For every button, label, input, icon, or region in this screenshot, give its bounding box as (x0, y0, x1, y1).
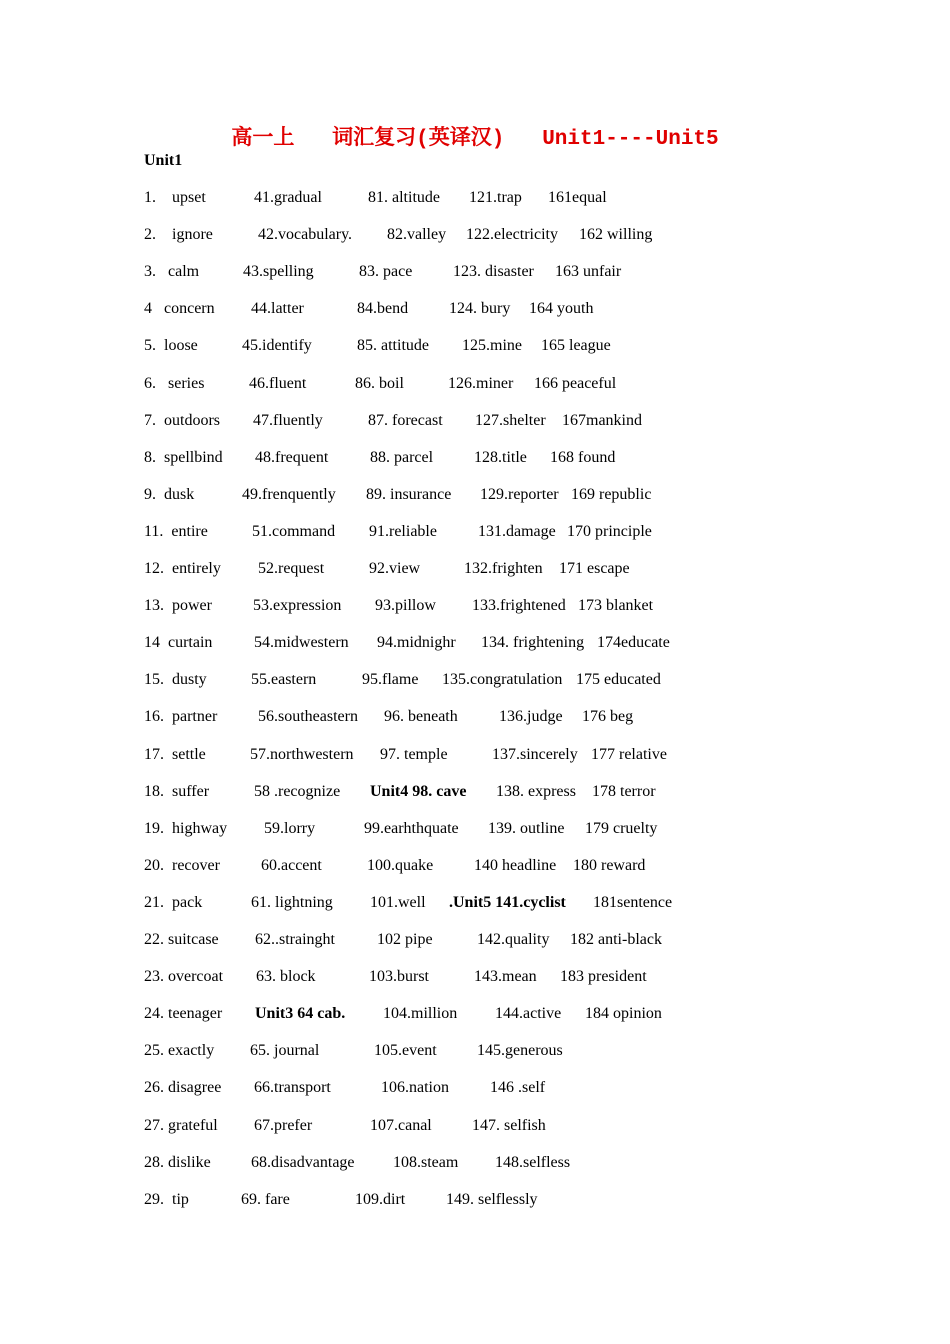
vocab-entry: 1. upset (144, 189, 206, 206)
vocab-entry: Unit3 64 cab. (255, 1005, 346, 1023)
vocab-entry: 24. teenager (144, 1005, 223, 1023)
vocab-entry: 28. dislike (144, 1153, 211, 1171)
vocab-entry: 51.command (252, 522, 336, 540)
vocab-entry: 173 blanket (578, 597, 654, 615)
vocab-entry: 8. spellbind (144, 448, 223, 466)
vocab-entry: 16. partner (144, 708, 218, 726)
vocab-entry: 96. beneath (384, 708, 458, 726)
vocab-entry: 174educate (597, 634, 670, 652)
vocab-entry: 89. insurance (366, 485, 452, 503)
vocab-entry: 107.canal (370, 1116, 432, 1134)
vocab-entry: 68.disadvantage (251, 1153, 355, 1171)
vocab-row (0, 1117, 950, 1139)
vocab-row (0, 746, 950, 768)
vocab-row (0, 1154, 950, 1176)
vocab-entry: 15. dusty (144, 671, 207, 689)
vocab-entry: 49.frenquently (242, 485, 336, 503)
vocab-row (0, 337, 950, 359)
vocab-row (0, 226, 950, 248)
vocab-entry: 109.dirt (355, 1190, 406, 1208)
vocab-entry: 21. pack (144, 893, 203, 911)
vocab-entry: 100.quake (367, 856, 434, 874)
vocab-entry: 62..strainght (255, 931, 335, 948)
vocab-row (0, 968, 950, 990)
vocab-entry: 176 beg (582, 708, 634, 726)
vocab-entry: 179 cruelty (585, 819, 658, 837)
vocab-row (0, 1191, 950, 1213)
vocab-entry: 55.eastern (251, 671, 317, 689)
vocab-entry: 161equal (548, 189, 607, 206)
vocab-entry: 82.valley (387, 226, 447, 244)
vocab-entry: 170 principle (567, 522, 652, 540)
vocab-entry: 27. grateful (144, 1116, 218, 1134)
vocab-row (0, 1079, 950, 1101)
vocab-row (0, 931, 950, 953)
vocab-entry: 175 educated (576, 671, 661, 689)
vocab-entry: 23. overcoat (144, 968, 224, 986)
vocab-entry: 149. selflessly (446, 1190, 538, 1208)
vocab-entry: .Unit5 141.cyclist (449, 893, 566, 911)
vocab-entry: 132.frighten (464, 560, 543, 577)
vocab-entry: 58 .recognize (254, 782, 341, 800)
vocab-entry: 81. altitude (368, 189, 440, 206)
vocab-entry: 167mankind (562, 411, 642, 429)
vocab-entry: 127.shelter (475, 411, 546, 429)
vocab-entry: 126.miner (448, 374, 514, 392)
vocab-entry: 147. selfish (472, 1116, 546, 1134)
vocab-entry: 57.northwestern (250, 745, 354, 763)
page-title: 高一上 词汇复习(英译汉) Unit1----Unit5 (231, 128, 719, 151)
vocab-entry: 140 headline (474, 856, 557, 874)
vocab-entry: 178 terror (592, 782, 656, 800)
vocab-entry: 19. highway (144, 819, 228, 837)
vocab-entry: 14 curtain (144, 634, 213, 652)
vocab-entry: 11. entire (144, 522, 208, 540)
vocab-entry: 177 relative (591, 745, 667, 763)
vocab-row (0, 375, 950, 397)
vocab-entry: 146 .self (490, 1079, 546, 1097)
vocab-entry: 86. boil (355, 374, 404, 392)
vocab-entry: 162 willing (579, 226, 653, 244)
vocab-entry: 166 peaceful (534, 374, 617, 392)
vocab-row (0, 300, 950, 322)
vocab-row (0, 708, 950, 730)
vocab-entry: 123. disaster (453, 263, 534, 281)
vocab-row (0, 820, 950, 842)
vocab-entry: 42.vocabulary. (258, 226, 353, 244)
vocab-entry: 18. suffer (144, 782, 210, 800)
vocab-entry: 184 opinion (585, 1005, 662, 1023)
vocab-row (0, 560, 950, 582)
vocab-entry: 43.spelling (243, 263, 314, 281)
vocab-entry: 108.steam (393, 1153, 459, 1171)
vocab-entry: 65. journal (250, 1042, 320, 1060)
vocab-entry: 94.midnighr (377, 634, 456, 652)
vocab-entry: 54.midwestern (254, 634, 349, 652)
vocab-entry: 63. block (256, 968, 316, 986)
vocab-entry: 106.nation (381, 1079, 449, 1097)
vocab-row (0, 597, 950, 619)
vocab-entry: 163 unfair (555, 263, 622, 281)
vocab-entry: 137.sincerely (492, 745, 578, 763)
vocab-entry: 95.flame (362, 671, 419, 689)
vocab-entry: 41.gradual (254, 189, 322, 206)
vocab-entry: 133.frightened (472, 597, 566, 615)
vocab-entry: 9. dusk (144, 485, 195, 503)
vocab-entry: 44.latter (251, 300, 304, 318)
vocab-entry: 138. express (496, 782, 576, 800)
vocab-entry: 182 anti-black (570, 931, 662, 948)
vocab-entry: 101.well (370, 893, 426, 911)
vocab-entry: 26. disagree (144, 1079, 222, 1097)
vocab-entry: 102 pipe (377, 931, 433, 948)
vocab-row (0, 189, 950, 211)
vocab-row (0, 857, 950, 879)
vocab-entry: 88. parcel (370, 448, 434, 466)
vocab-entry: 22. suitcase (144, 931, 219, 948)
vocab-entry: 128.title (474, 448, 527, 466)
vocab-entry: 67.prefer (254, 1116, 313, 1134)
vocab-entry: 92.view (369, 560, 421, 577)
vocab-entry: 53.expression (253, 597, 342, 615)
vocab-entry: 125.mine (462, 337, 522, 355)
vocab-entry: Unit4 98. cave (370, 782, 467, 800)
vocab-entry: 25. exactly (144, 1042, 215, 1060)
vocab-entry: 47.fluently (253, 411, 323, 429)
vocab-entry: 7. outdoors (144, 411, 220, 429)
vocab-entry: 5. loose (144, 337, 198, 355)
vocab-row (0, 1042, 950, 1064)
vocab-entry: 105.event (374, 1042, 437, 1060)
vocab-entry: 164 youth (529, 300, 594, 318)
vocab-entry: 52.request (258, 560, 325, 577)
vocab-entry: 17. settle (144, 745, 206, 763)
vocab-row (0, 449, 950, 471)
vocab-entry: 66.transport (254, 1079, 331, 1097)
vocab-entry: 168 found (550, 448, 616, 466)
vocab-entry: 129.reporter (480, 485, 559, 503)
vocab-entry: 85. attitude (357, 337, 429, 355)
vocab-entry: 148.selfless (495, 1153, 571, 1171)
vocab-entry: 12. entirely (144, 560, 221, 577)
vocab-entry: 103.burst (369, 968, 429, 986)
vocab-entry: 171 escape (559, 560, 630, 577)
vocab-entry: 59.lorry (264, 819, 316, 837)
vocab-entry: 97. temple (380, 745, 448, 763)
vocab-entry: 181sentence (593, 893, 673, 911)
vocab-row (0, 634, 950, 656)
vocab-row (0, 894, 950, 916)
vocab-row (0, 1005, 950, 1027)
vocab-entry: 2. ignore (144, 226, 213, 244)
vocab-entry: 46.fluent (249, 374, 307, 392)
vocab-entry: 93.pillow (375, 597, 436, 615)
vocab-row (0, 263, 950, 285)
vocab-entry: 60.accent (261, 856, 322, 874)
vocab-entry: 134. frightening (481, 634, 585, 652)
vocab-entry: 124. bury (449, 300, 511, 318)
vocab-entry: 136.judge (499, 708, 563, 726)
vocab-entry: 48.frequent (255, 448, 329, 466)
vocab-row (0, 783, 950, 805)
vocab-entry: 169 republic (571, 485, 652, 503)
vocab-entry: 144.active (495, 1005, 562, 1023)
vocab-entry: 183 president (560, 968, 647, 986)
vocab-entry: 13. power (144, 597, 212, 615)
vocab-entry: 20. recover (144, 856, 220, 874)
vocab-entry: 121.trap (469, 189, 522, 206)
vocab-entry: 145.generous (477, 1042, 563, 1060)
vocab-entry: 29. tip (144, 1190, 189, 1208)
vocab-entry: 165 league (541, 337, 611, 355)
vocab-entry: 56.southeastern (258, 708, 358, 726)
vocab-entry: 61. lightning (251, 893, 333, 911)
vocab-entry: 83. pace (359, 263, 413, 281)
vocab-entry: 84.bend (357, 300, 409, 318)
vocab-row (0, 412, 950, 434)
vocab-entry: 104.million (383, 1005, 458, 1023)
vocab-entry: 69. fare (241, 1190, 290, 1208)
vocab-entry: 87. forecast (368, 411, 443, 429)
vocab-entry: 3. calm (144, 263, 200, 281)
vocab-entry: 45.identify (242, 337, 312, 355)
vocab-entry: 143.mean (474, 968, 537, 986)
vocab-entry: 99.earhthquate (364, 819, 459, 837)
vocab-entry: 91.reliable (369, 522, 437, 540)
vocab-entry: 139. outline (488, 819, 565, 837)
vocab-entry: 4 concern (144, 300, 215, 318)
unit-heading: Unit1 (144, 152, 183, 169)
vocab-entry: 122.electricity (466, 226, 558, 244)
vocab-row (0, 523, 950, 545)
vocab-entry: 6. series (144, 374, 205, 392)
vocab-entry: 131.damage (478, 522, 556, 540)
vocab-entry: 142.quality (477, 931, 550, 948)
vocab-row (0, 671, 950, 693)
vocab-entry: 180 reward (573, 856, 646, 874)
vocab-entry: 135.congratulation (442, 671, 563, 689)
vocab-row (0, 486, 950, 508)
